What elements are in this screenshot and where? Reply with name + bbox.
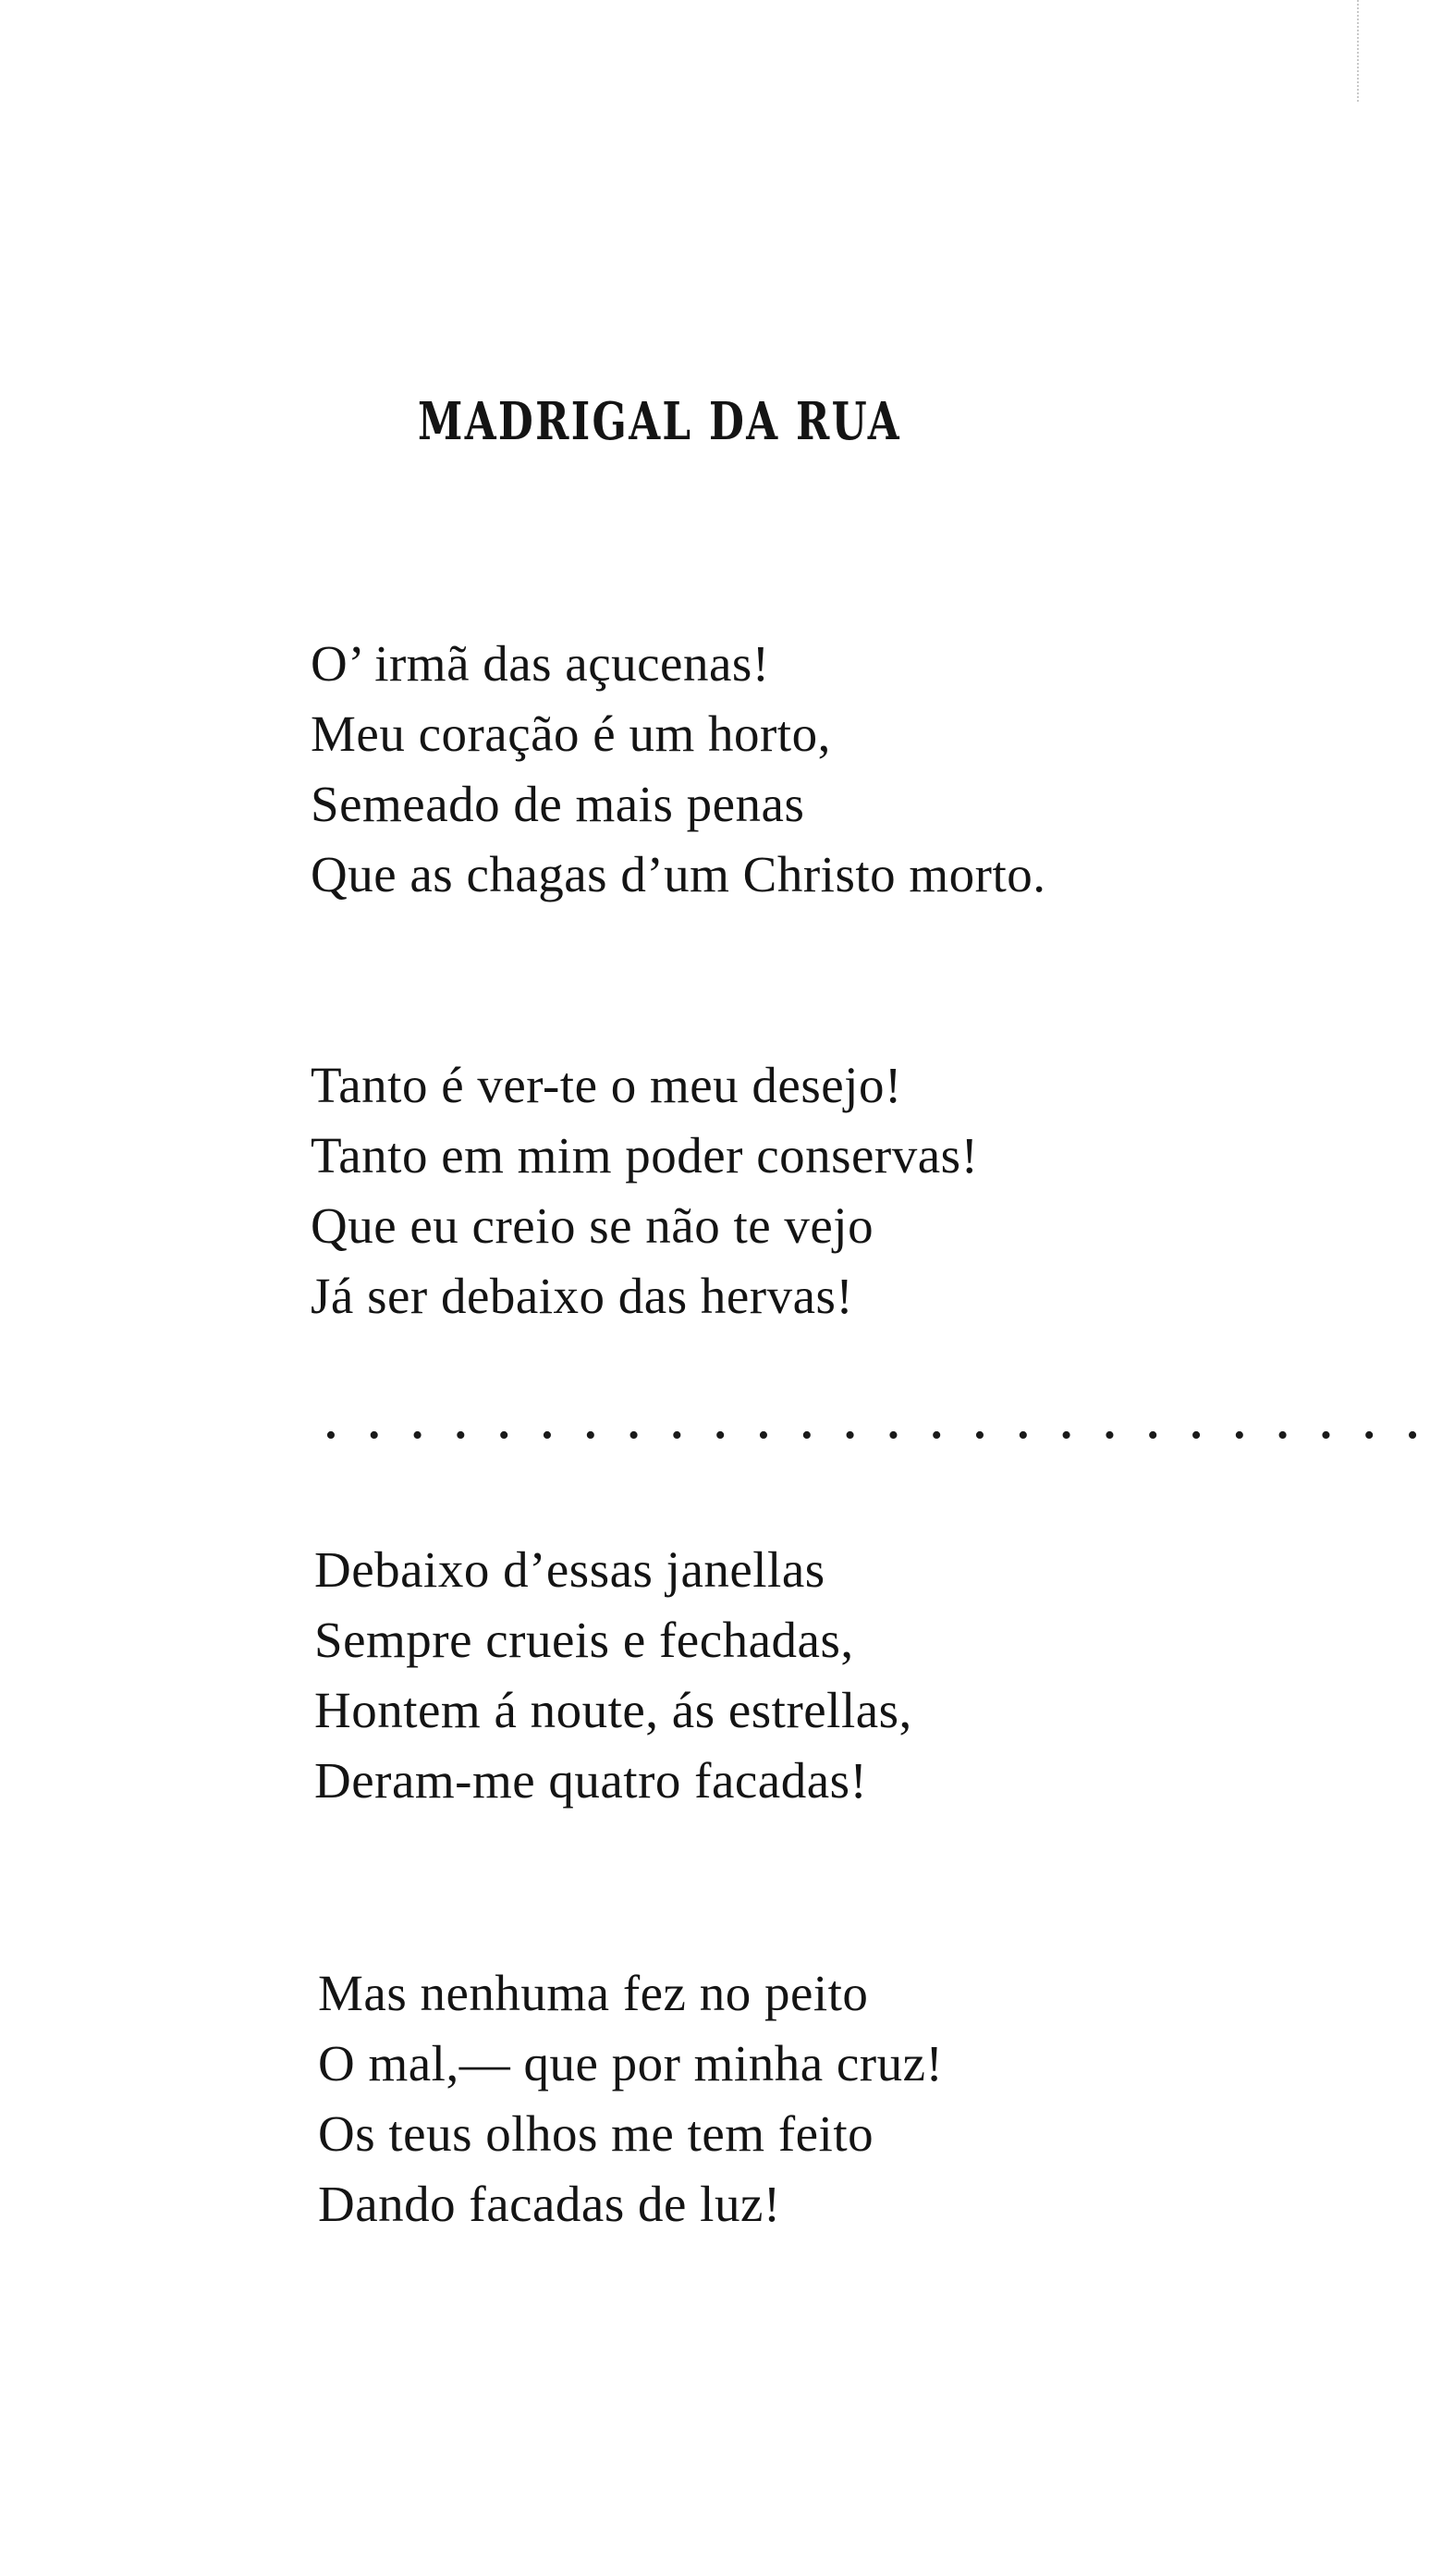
verse-line: Hontem á noute, ás estrellas, [314,1682,912,1738]
poem-title: MADRIGAL DA RUA [418,391,901,452]
verse-line: Debaixo d’essas janellas [314,1541,825,1598]
verse-line: Meu coração é um horto, [311,705,831,762]
verse-line: Deram-me quatro facadas! [314,1752,868,1809]
verse-line: Tanto em mim poder conservas! [311,1127,979,1184]
verse-line: Sempre crueis e fechadas, [314,1612,854,1668]
verse-line: O mal,— que por minha cruz! [318,2035,944,2091]
verse-line: Semeado de mais penas [311,776,805,832]
stanza-4 [318,1958,943,2239]
verse-line: Já ser debaixo das hervas! [311,1268,854,1324]
verse-line: Que eu creio se não te vejo [311,1197,874,1254]
page-edge-mark [1354,0,1359,102]
stanza-3 [314,1535,912,1816]
verse-line: Dando facadas de luz! [318,2176,781,2232]
stanza-2 [311,1050,978,1331]
verse-line: Tanto é ver-te o meu desejo! [311,1057,902,1113]
ellipsis-separator: • • • • • • • • • • • • • • • • • • • • • • • • • • [325,1418,1430,1453]
verse-line: Os teus olhos me tem feito [318,2105,874,2162]
verse-line: Que as chagas d’um Christo morto. [311,846,1046,902]
verse-line: O’ irmã das açucenas! [311,635,770,692]
stanza-1 [311,629,1046,910]
verse-line: Mas nenhuma fez no peito [318,1965,869,2021]
